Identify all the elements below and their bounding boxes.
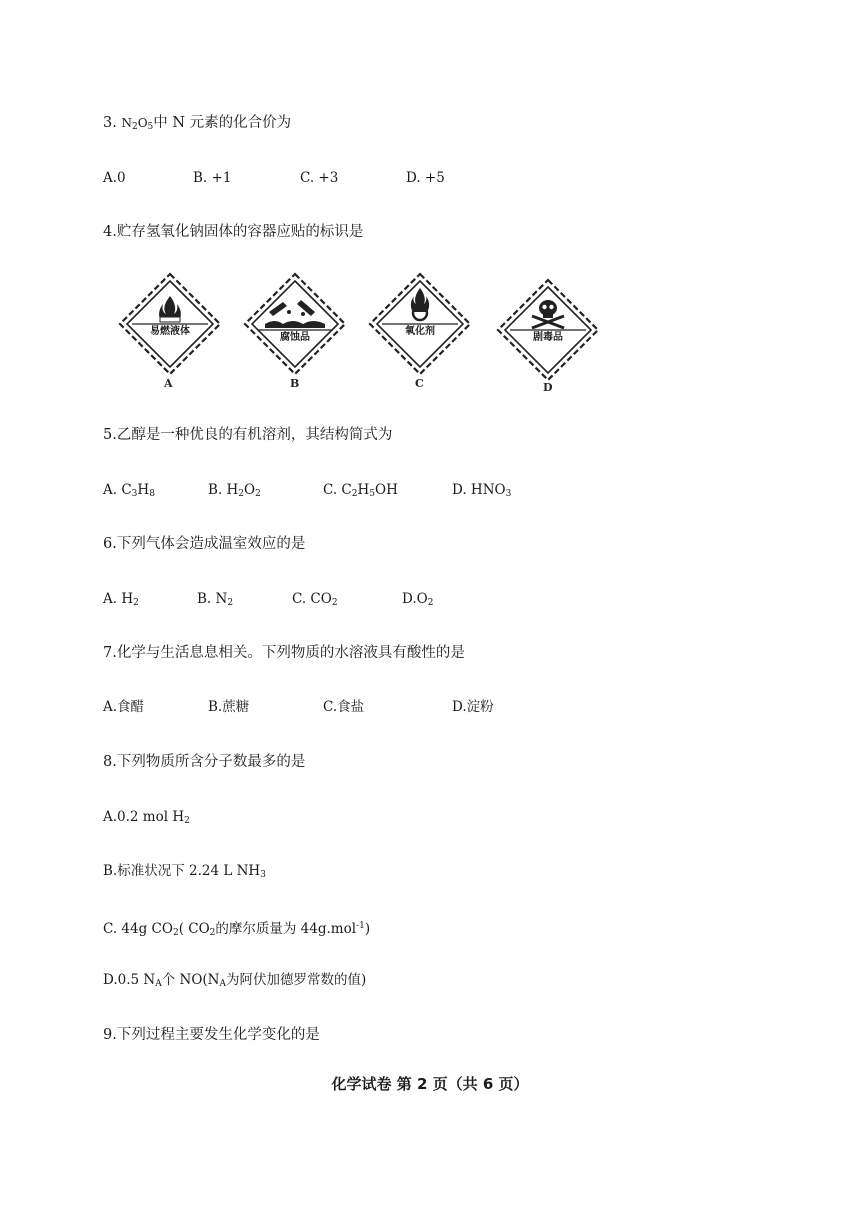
q5-option-a xyxy=(103,480,155,504)
subscript: 2 xyxy=(227,598,234,608)
option-text: A. C xyxy=(103,482,132,498)
q7-option-d: D.淀粉 xyxy=(452,699,494,715)
option-text: C. 44g CO xyxy=(103,921,173,937)
option-text: B. H xyxy=(208,482,239,498)
label-letter: C xyxy=(415,377,424,390)
option-text: H xyxy=(137,482,150,498)
corrosive-diamond-icon xyxy=(243,272,347,376)
subscript: 2 xyxy=(331,598,338,608)
label-text: 氧化剂 xyxy=(405,326,435,337)
option-text: 个 NO(N xyxy=(161,972,220,988)
question-number: 3. xyxy=(103,115,117,131)
question-3-stem xyxy=(103,113,291,137)
superscript: -1 xyxy=(356,921,365,931)
hazard-label-c xyxy=(368,272,472,376)
q3-option-d: D. +5 xyxy=(406,170,445,186)
subscript: A xyxy=(155,979,162,989)
q6-option-b xyxy=(197,589,233,613)
q5-option-c xyxy=(323,480,398,504)
subscript: 3 xyxy=(131,489,138,499)
option-text: ( CO xyxy=(178,921,210,937)
subscript: 5 xyxy=(147,122,154,132)
subscript: 2 xyxy=(255,489,261,499)
formula-part: O xyxy=(137,116,148,130)
option-text: D.0.5 N xyxy=(103,972,156,988)
q3-option-b: B. +1 xyxy=(193,170,232,186)
q5-option-b xyxy=(208,480,261,504)
label-letter: D xyxy=(543,381,553,394)
question-8-stem: 8.下列物质所含分子数最多的是 xyxy=(103,754,306,770)
subscript: 5 xyxy=(369,489,376,499)
q6-option-a xyxy=(103,589,139,613)
q7-option-b: B.蔗糖 xyxy=(208,699,250,715)
question-5-stem: 5.乙醇是一种优良的有机溶剂，其结构简式为 xyxy=(103,427,393,443)
subscript: 2 xyxy=(209,928,216,938)
label-text: 剧毒品 xyxy=(533,332,563,343)
option-text: OH xyxy=(375,482,398,498)
option-text: B.标准状况下 2.24 L NH xyxy=(103,863,261,879)
subscript: 2 xyxy=(351,489,358,499)
q6-option-c xyxy=(292,589,338,613)
subscript: 2 xyxy=(131,122,138,132)
subscript: 2 xyxy=(133,598,139,608)
question-text: 中 N 元素的化合价为 xyxy=(153,115,292,131)
option-text: C. CO xyxy=(292,591,332,607)
hazard-label-d xyxy=(496,278,600,382)
page-footer: 化学试卷 第 2 页（共 6 页） xyxy=(331,1075,529,1093)
label-letter: A xyxy=(164,377,173,390)
q3-option-a: A.0 xyxy=(103,170,126,186)
label-text: 腐蚀品 xyxy=(280,332,310,343)
label-letter: B xyxy=(290,377,300,390)
option-text: 为阿伏加德罗常数的值) xyxy=(225,972,367,988)
question-9-stem: 9.下列过程主要发生化学变化的是 xyxy=(103,1027,320,1043)
subscript: 2 xyxy=(427,598,434,608)
q3-option-c: C. +3 xyxy=(300,170,339,186)
option-text: ) xyxy=(364,921,371,937)
option-text: A.0.2 mol H xyxy=(103,809,185,825)
label-text: 易燃液体 xyxy=(150,326,190,337)
q5-option-d xyxy=(452,480,511,504)
option-text: D.O xyxy=(402,591,428,607)
option-text: 的摩尔质量为 44g.mol xyxy=(215,921,357,937)
subscript: 2 xyxy=(238,489,245,499)
subscript: 3 xyxy=(260,870,266,880)
option-text: B. N xyxy=(197,591,228,607)
option-text: A. H xyxy=(103,591,134,607)
q6-option-d xyxy=(402,589,433,613)
subscript: 3 xyxy=(505,489,512,499)
q8-option-a xyxy=(103,807,190,831)
hazard-label-b xyxy=(243,272,347,376)
subscript: 2 xyxy=(184,816,190,826)
option-text: C. C xyxy=(323,482,352,498)
formula-part: N xyxy=(121,116,132,130)
question-4-stem: 4.贮存氢氧化钠固体的容器应贴的标识是 xyxy=(103,224,364,240)
q8-option-c xyxy=(103,916,370,943)
q7-option-c: C.食盐 xyxy=(323,699,365,715)
option-text: D. HNO xyxy=(452,482,506,498)
q8-option-b xyxy=(103,861,266,885)
subscript: 8 xyxy=(149,489,155,499)
q8-option-d xyxy=(103,970,366,994)
option-text: O xyxy=(244,482,256,498)
question-6-stem: 6.下列气体会造成温室效应的是 xyxy=(103,536,306,552)
question-7-stem: 7.化学与生活息息相关。下列物质的水溶液具有酸性的是 xyxy=(103,645,465,661)
q7-option-a: A.食醋 xyxy=(103,699,145,715)
subscript: 2 xyxy=(172,928,179,938)
option-text: H xyxy=(357,482,370,498)
subscript: A xyxy=(219,979,226,989)
hazard-label-a xyxy=(118,272,222,376)
